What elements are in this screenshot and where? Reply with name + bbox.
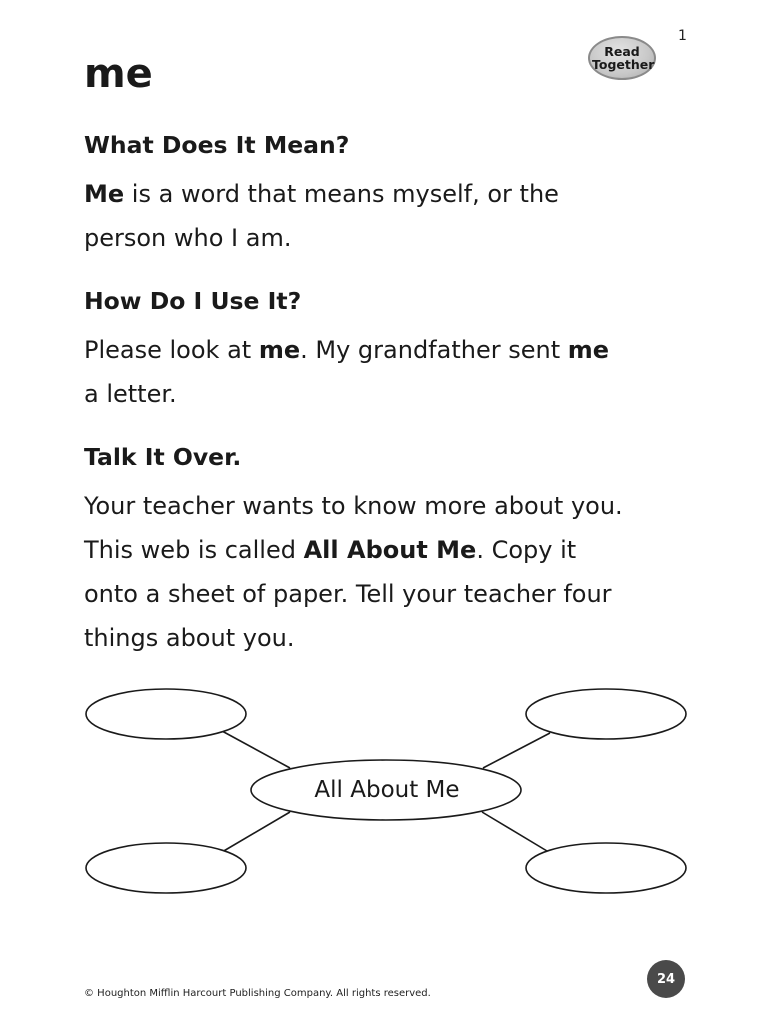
page-number-badge xyxy=(647,960,685,998)
connector-bottom-right xyxy=(482,812,552,854)
web-bubble-top-right xyxy=(526,689,686,739)
usage-bold-word-2: me xyxy=(567,336,610,364)
web-bubble-top-left xyxy=(86,689,246,739)
connector-top-left xyxy=(222,731,290,768)
web-bubble-bottom-left xyxy=(86,843,246,893)
heading-how-do-i-use-it: How Do I Use It? xyxy=(84,287,302,315)
badge-line-2: Together xyxy=(592,57,655,72)
heading-talk-it-over: Talk It Over. xyxy=(84,443,242,471)
web-center-label: All About Me xyxy=(314,777,460,803)
talk-line-1: Your teacher wants to know more about you. xyxy=(84,492,623,520)
badge-line-1: Read xyxy=(604,44,640,59)
heading-what-does-it-mean: What Does It Mean? xyxy=(84,131,350,159)
usage-text-b: . My grandfather sent xyxy=(300,336,568,364)
talk-line-4: things about you. xyxy=(84,624,295,652)
connector-bottom-left xyxy=(222,812,290,852)
page-number: 24 xyxy=(656,971,676,987)
corner-page-number: 1 xyxy=(678,28,687,44)
talk-line-2-bold: All About Me xyxy=(303,536,477,564)
copyright-footer: © Houghton Mifflin Harcourt Publishing Company. All rights reserved. xyxy=(84,988,431,999)
talk-line-2b: . Copy it xyxy=(476,536,577,564)
usage-text-c: a letter. xyxy=(84,380,177,408)
definition-text-part-1: is a word that means myself, or the xyxy=(124,180,559,208)
web-bubble-bottom-right xyxy=(526,843,686,893)
connector-top-right xyxy=(483,733,550,768)
definition-text-part-2: person who I am. xyxy=(84,224,292,252)
usage-bold-word-1: me xyxy=(258,336,301,364)
usage-text-a: Please look at xyxy=(84,336,259,364)
definition-bold-word: Me xyxy=(84,180,125,208)
talk-line-3: onto a sheet of paper. Tell your teacher four xyxy=(84,580,612,608)
talk-line-2a: This web is called xyxy=(84,536,304,564)
vocabulary-word-title: me xyxy=(84,51,153,97)
